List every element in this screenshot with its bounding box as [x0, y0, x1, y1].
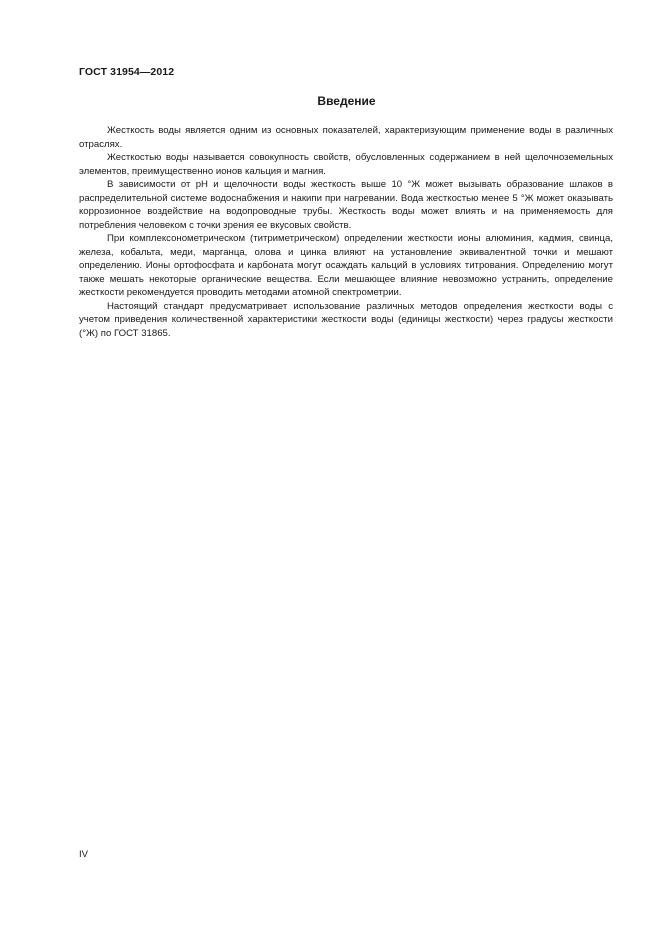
paragraph: Настоящий стандарт предусматривает использование различных методов определения жесткости воды с учетом приведения количественной характеристики жесткости воды (единицы жесткости) через градусы жесткости (°Ж) по ГОСТ 31865. [79, 300, 613, 339]
page-number: IV [79, 849, 88, 860]
paragraph: Жесткостью воды называется совокупность свойств, обусловленных содержанием в ней щелочноземельных элементов, преимущественно ионов кальция и магния. [79, 152, 613, 177]
section-body [79, 124, 613, 340]
document-header: ГОСТ 31954—2012 [79, 66, 175, 78]
paragraph: В зависимости от рН и щелочности воды жесткость выше 10 °Ж может вызывать образование шлаков в распределительной системе водоснабжения и накипи при нагревании. Вода жесткостью менее 5 °Ж может оказывать коррозионное воздействие на водопроводные трубы. Жесткость воды может влиять и на применяемость для потребления человеком с точки зрения ее вкусовых свойств. [79, 179, 613, 231]
paragraph: Жесткость воды является одним из основных показателей, характеризующим применение воды в различных отраслях. [79, 125, 613, 150]
paragraph: При комплексонометрическом (титриметрическом) определении жесткости ионы алюминия, кадмия, свинца, железа, кобальта, меди, марганца, олова и цинка влияют на установление эквивалентной точки и мешают определению. Ионы ортофосфата и карбоната могут осаждать кальций в условиях титрования. Определению могут также мешать некоторые органические вещества. Если мешающее влияние невозможно устранить, определение жесткости рекомендуется проводить методами атомной спектрометрии. [79, 233, 613, 298]
section-title: Введение [317, 94, 376, 108]
